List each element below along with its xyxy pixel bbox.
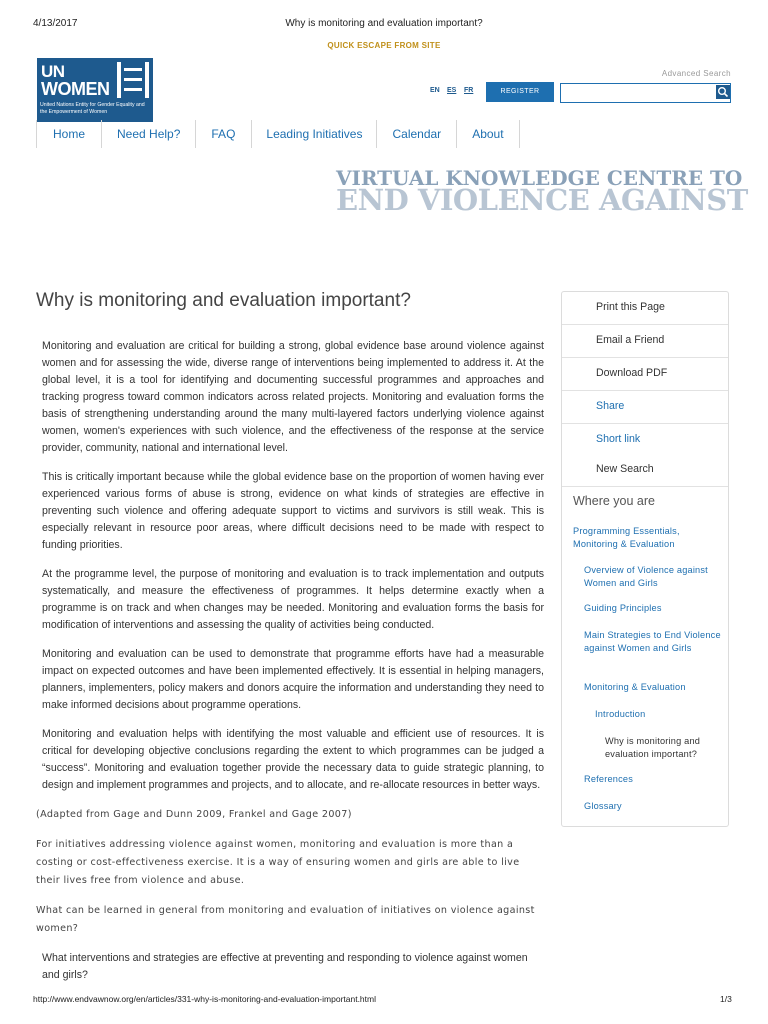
print-footer-page-number: 1/3 (720, 994, 732, 1004)
breadcrumb-monitoring-evaluation[interactable]: Monitoring & Evaluation (584, 682, 686, 692)
article-paragraph: Monitoring and evaluation helps with identifying the most valuable and efficient use of resources. It is critical for developing objective conclusions regarding the extent to which programmes can be judged a “success”. Monitoring and evaluation together provide the necessary data to guide strategic planning, to design and implement programmes and projects, and to allocate, and re-allocate resources in better ways. (42, 728, 544, 791)
lang-en-link[interactable]: EN (430, 87, 440, 94)
logo-un-text: UN (41, 62, 65, 81)
advanced-search-link[interactable]: Advanced Search (661, 69, 731, 78)
nav-faq[interactable]: FAQ (195, 120, 251, 148)
share-link[interactable]: Share (562, 391, 728, 424)
print-page-link[interactable]: Print this Page (562, 292, 728, 325)
breadcrumb-programming-essentials[interactable]: Programming Essentials, Monitoring & Evaluation (573, 526, 680, 549)
nav-need-help[interactable]: Need Help? (101, 120, 195, 148)
search-icon (716, 85, 730, 99)
print-date: 4/13/2017 (33, 18, 78, 29)
breadcrumb-glossary[interactable]: Glossary (584, 801, 622, 811)
lang-es-link[interactable]: ES (447, 87, 457, 94)
search-input[interactable] (560, 83, 731, 103)
article-paragraph: At the programme level, the purpose of monitoring and evaluation is to track implementation and outputs systematically, and measure the effectiveness of programmes. It helps determine exactly when a programme is on track and when changes may be needed. Monitoring and evaluation forms the basis for modification of interventions and assessing the quality of activities being conducted. (42, 568, 544, 631)
sidebar (561, 291, 729, 827)
un-women-logo[interactable] (37, 58, 153, 122)
breadcrumb-guiding-principles[interactable]: Guiding Principles (584, 603, 662, 613)
site-banner (336, 168, 748, 215)
article-paragraph: This is critically important because while the global evidence base on the proportion of women having ever experienced various forms of abuse is strong, evidence on what kinds of strategies are effective in preventing such violence and offering adequate support to victims and survivors is still weak. This is especially relevant in resource poor areas, where difficult decisions need to be made with respect to funding priorities. (42, 471, 544, 551)
citation: (Adapted from Gage and Dunn 2009, Frankel and Gage 2007) (36, 809, 352, 820)
nav-home[interactable]: Home (36, 120, 101, 148)
quick-escape-link[interactable]: QUICK ESCAPE FROM SITE (327, 41, 441, 50)
print-header-title: Why is monitoring and evaluation important? (285, 18, 483, 29)
logo-women-text: WOMEN (41, 79, 110, 99)
email-friend-link[interactable]: Email a Friend (562, 325, 728, 358)
logo-tagline: United Nations Entity for Gender Equality and the Empowerment of Women (40, 102, 145, 115)
lang-fr-link[interactable]: FR (464, 87, 474, 94)
article-paragraph: What can be learned in general from monitoring and evaluation of initiatives on violence against women? (36, 905, 535, 934)
banner-line-2: END VIOLENCE AGAINST (336, 183, 748, 217)
nav-about[interactable]: About (456, 120, 519, 148)
page-title: Why is monitoring and evaluation important? (36, 290, 411, 311)
short-link[interactable]: Short link (596, 433, 641, 445)
article-paragraph: What interventions and strategies are effective at preventing and responding to violence against women and girls? (42, 952, 528, 981)
article-paragraph: For initiatives addressing violence against women, monitoring and evaluation is more than a costing or cost-effectiveness exercise. It is a way of ensuring women and girls are able to live their lives free from violence and abuse. (36, 839, 520, 886)
nav-calendar[interactable]: Calendar (376, 120, 456, 148)
breadcrumb-main-strategies[interactable]: Main Strategies to End Violence against Women and Girls (584, 630, 721, 653)
banner-line-1: VIRTUAL KNOWLEDGE CENTRE TO (336, 166, 743, 190)
search-button[interactable] (716, 85, 730, 99)
main-nav (36, 120, 520, 148)
download-pdf-link[interactable]: Download PDF (562, 358, 728, 391)
breadcrumb-references[interactable]: References (584, 774, 633, 784)
nav-leading-initiatives[interactable]: Leading Initiatives (251, 120, 376, 148)
where-you-are-heading: Where you are (573, 494, 655, 508)
print-footer-url: http://www.endvawnow.org/en/articles/331-why-is-monitoring-and-evaluation-important.html (33, 994, 376, 1004)
register-button[interactable]: REGISTER (486, 82, 554, 102)
new-search-link[interactable]: New Search (562, 454, 728, 487)
article-paragraph: Monitoring and evaluation can be used to demonstrate that programme efforts have had a measurable impact on expected outcomes and have been implemented effectively. It is essential in helping managers, planners, implementers, policy makers and donors acquire the information and understanding they need to make informed decisions about programme operations. (42, 648, 544, 711)
un-emblem-icon (117, 62, 149, 98)
breadcrumb-introduction[interactable]: Introduction (595, 709, 646, 719)
breadcrumb-current-page: Why is monitoring and evaluation important? (605, 736, 701, 759)
article-paragraph: Monitoring and evaluation are critical for building a strong, global evidence base around violence against women and for assessing the wide, diverse range of interventions being implemented to address it. At the global level, it is a tool for identifying and documenting successful programmes and approaches and tracking progress toward common indicators across related projects. Monitoring and evaluation forms the basis of strengthening understanding around the many multi-layered factors underlying violence against women, women's experiences with such violence, and the effectiveness of the response at the service provider, community, national and international level. (42, 340, 544, 454)
breadcrumb-overview[interactable]: Overview of Violence against Women and Girls (584, 565, 708, 588)
